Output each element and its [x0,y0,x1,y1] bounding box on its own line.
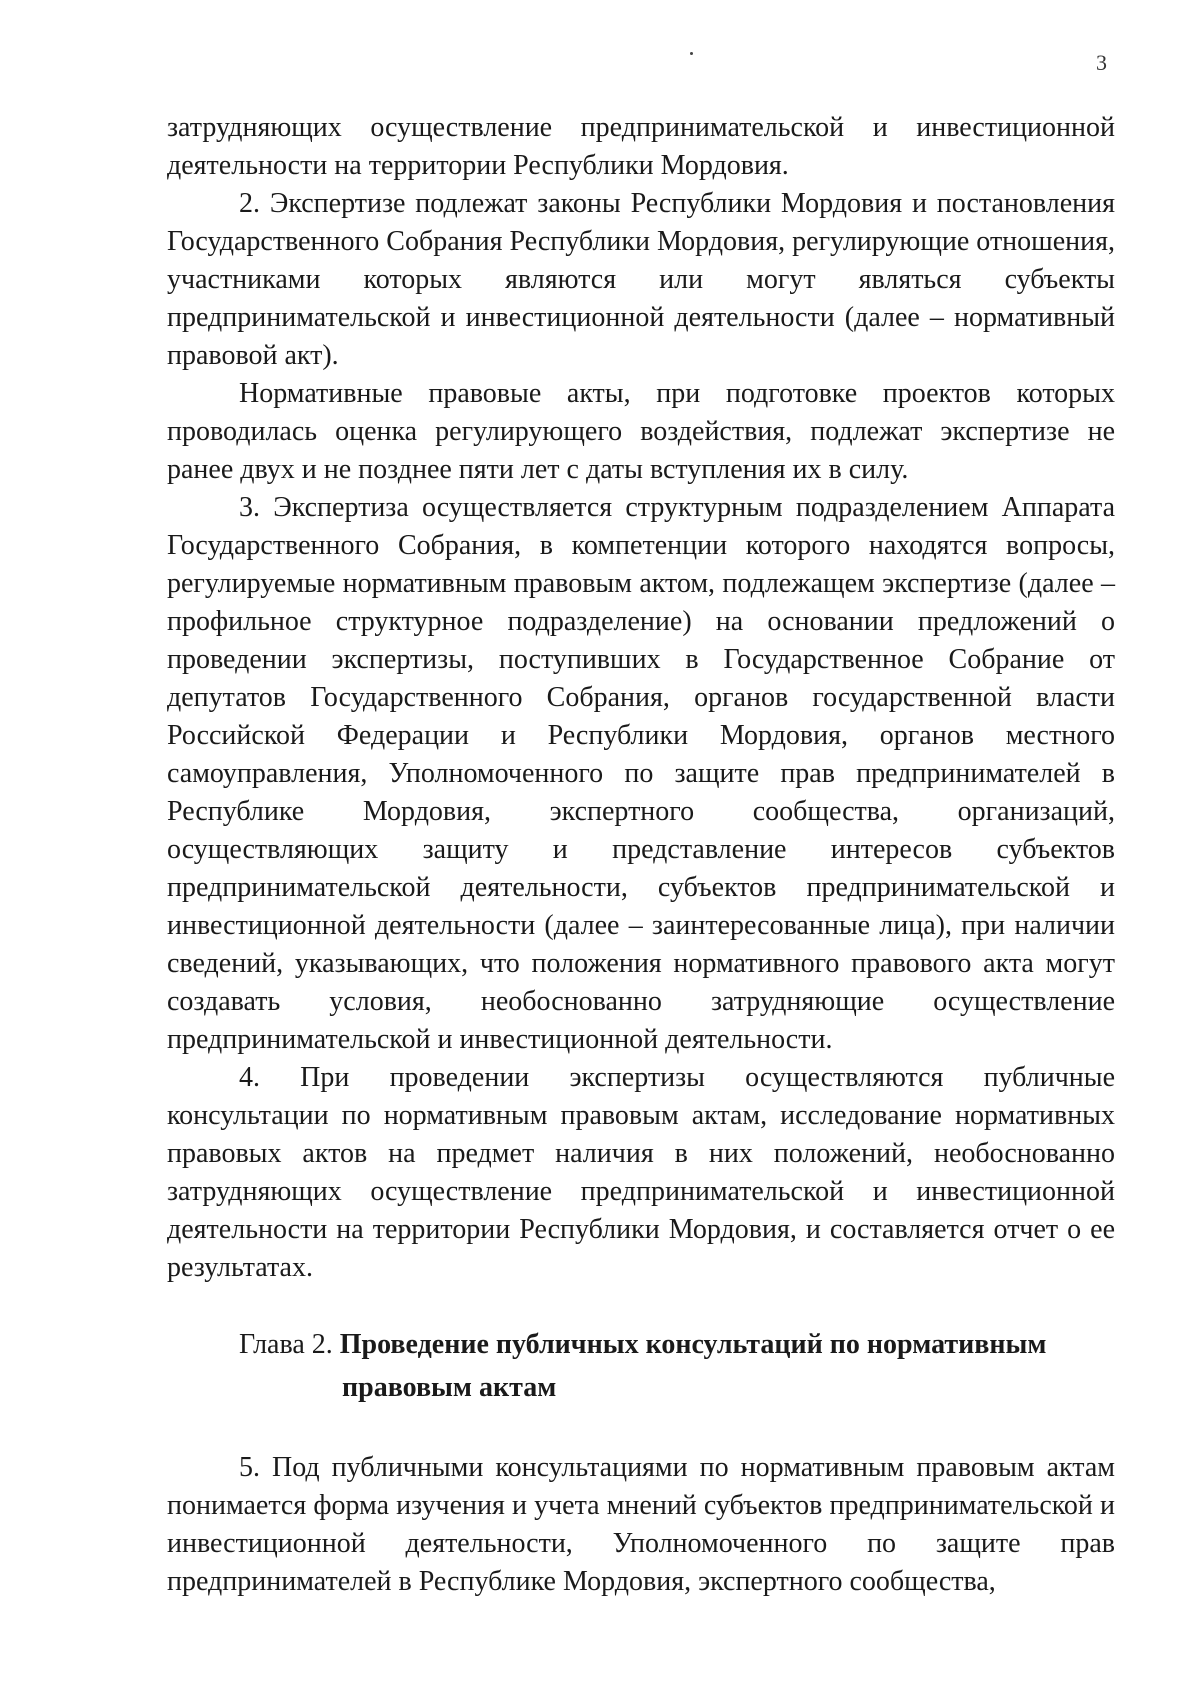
paragraph-item-2: 2. Экспертизе подлежат законы Республики Мордовия и постановления Государственного Собрания Республики Мордовия, регулирующие отношения, участниками которых являются или могут являться субъекты предпринимательской и инвестиционной деятельности (далее – нормативный правовой акт). [167,188,1115,371]
document-body [167,109,1115,1601]
page-number: 3 [1096,50,1107,75]
paragraph-item-3: 3. Экспертиза осуществляется структурным подразделением Аппарата Государственного Собрания, в компетенции которого находятся вопросы, регулируемые нормативным правовым актом, подлежащем экспертизе (далее – профильное структурное подразделение) на основании предложений о проведении экспертизы, поступивших в Государственное Собрание от депутатов Государственного Собрания, органов государственной власти Российской Федерации и Республики Мордовия, органов местного самоуправления, Уполномоченного по защите прав предпринимателей в Республике Мордовия, экспертного сообщества, организаций, осуществляющих защиту и представление интересов субъектов предпринимательской деятельности, субъектов предпринимательской и инвестиционной деятельности (далее – заинтересованные лица), при наличии сведений, указывающих, что положения нормативного правового акта могут создавать условия, необоснованно затрудняющие осуществление предпринимательской и инвестиционной деятельности. [167,492,1115,1055]
paragraph-normative-acts: Нормативные правовые акты, при подготовке проектов которых проводилась оценка регулирующего воздействия, подлежат экспертизе не ранее двух и не позднее пяти лет с даты вступления их в силу. [167,378,1115,485]
scan-speck [690,52,693,55]
chapter-label: Глава 2. [239,1329,333,1360]
paragraph-continuation: затрудняющих осуществление предпринимательской и инвестиционной деятельности на территории Республики Мордовия. [167,112,1115,181]
chapter-title: Проведение публичных консультаций по нормативным [339,1329,1047,1360]
paragraph-item-5: 5. Под публичными консультациями по нормативным правовым актам понимается форма изучения и учета мнений субъектов предпринимательской и инвестиционной деятельности, Уполномоченного по защите прав предпринимателей в Республике Мордовия, экспертного сообщества, [167,1452,1115,1597]
paragraph-item-4: 4. При проведении экспертизы осуществляются публичные консультации по нормативным правовым актам, исследование нормативных правовых актов на предмет наличия в них положений, необоснованно затрудняющих осуществление предпринимательской и инвестиционной деятельности на территории Республики Мордовия, и составляется отчет о ее результатах. [167,1062,1115,1283]
chapter-heading [167,1323,1115,1409]
chapter-title-continuation: правовым актам [342,1372,557,1403]
